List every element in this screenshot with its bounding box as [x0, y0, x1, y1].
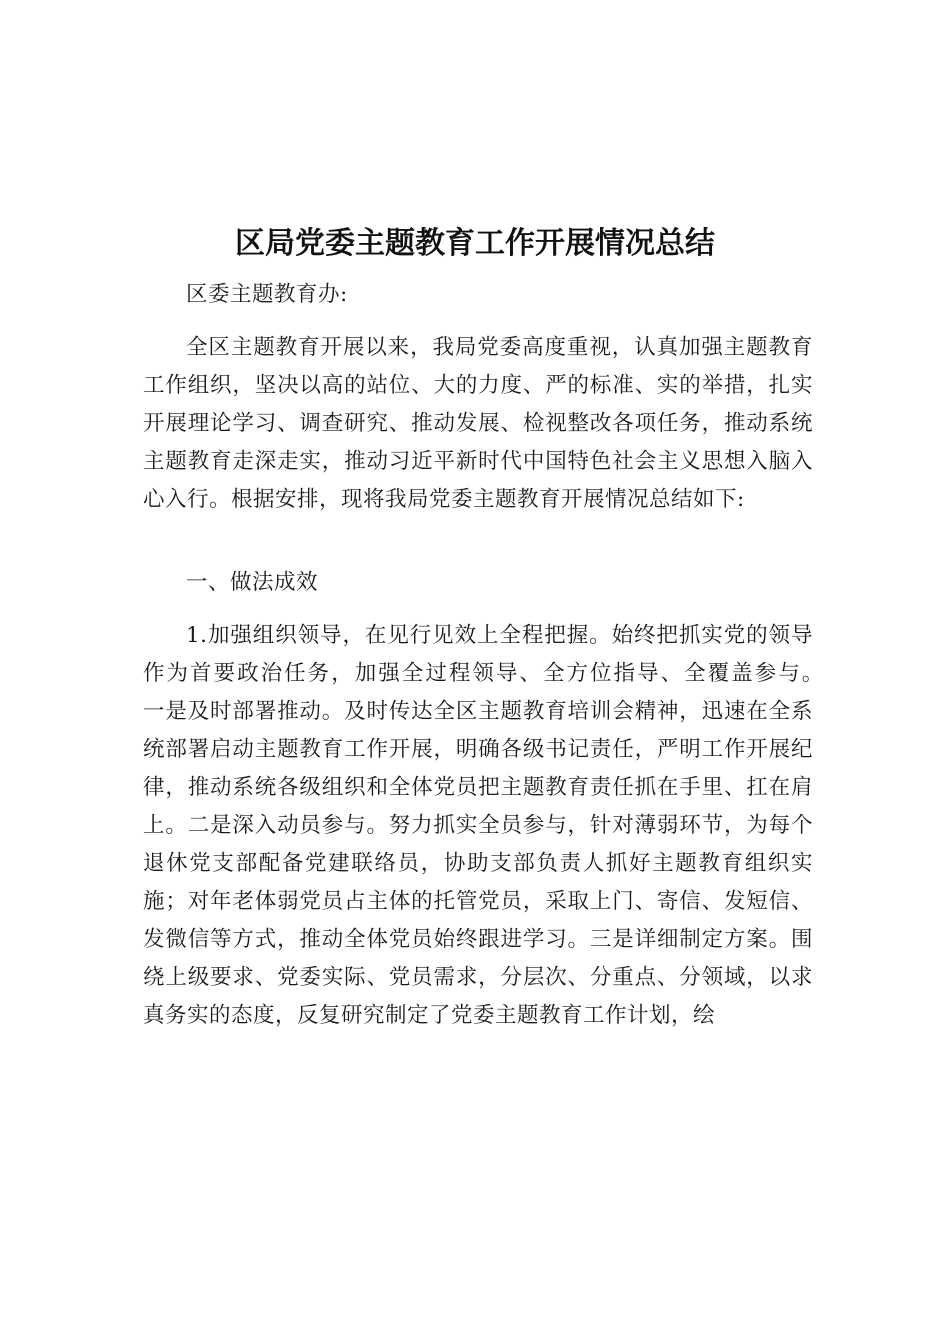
section-body-block [143, 617, 836, 1035]
document-title: 区局党委主题教育工作开展情况总结 [235, 226, 715, 261]
intro-paragraph: 全区主题教育开展以来，我局党委高度重视，认真加强主题教育工作组织，坚决以高的站位、大的力度、严的标准、实的举措，扎实开展理论学习、调查研究、推动发展、检视整改各项任务，推动系统主题教育走深走实，推动习近平新时代中国特色社会主义思想入脑入心入行。根据安排，现将我局党委主题教育开展情况总结如下: [143, 335, 813, 512]
intro-block [143, 329, 813, 519]
section-paragraph: 1.加强组织领导，在见行见效上全程把握。始终把抓实党的领导作为首要政治任务，加强全过程领导、全方位指导、全覆盖参与。 一是及时部署推动。及时传达全区主题教育培训会精神，迅速在全系统部署启动主题教育工作开展，明确各级书记责任，严明工作开展纪律，推动系统各级组织和全体党员把主题教育责任抓在手里、扛在肩上。二是深入动员参与。努力抓实全员参与，针对薄弱环节，为每个退休党支部配备党建联络员，协助支部负责人抓好主题教育组织实施；对年老体弱党员占主体的托管党员，采取上门、寄信、发短信、发微信等方式，推动全体党员始终跟进学习。三是详细制定方案。围绕上级要求、党委实际、党员需求，分层次、分重点、分领域，以求真务实的态度，反复研究制定了党委主题教育工作计划，绘 [143, 623, 836, 1028]
section-heading: 一、做法成效 [186, 570, 319, 595]
addressee-block [143, 276, 813, 314]
section-heading-block [143, 564, 813, 602]
addressee: 区委主题教育办: [186, 282, 348, 307]
